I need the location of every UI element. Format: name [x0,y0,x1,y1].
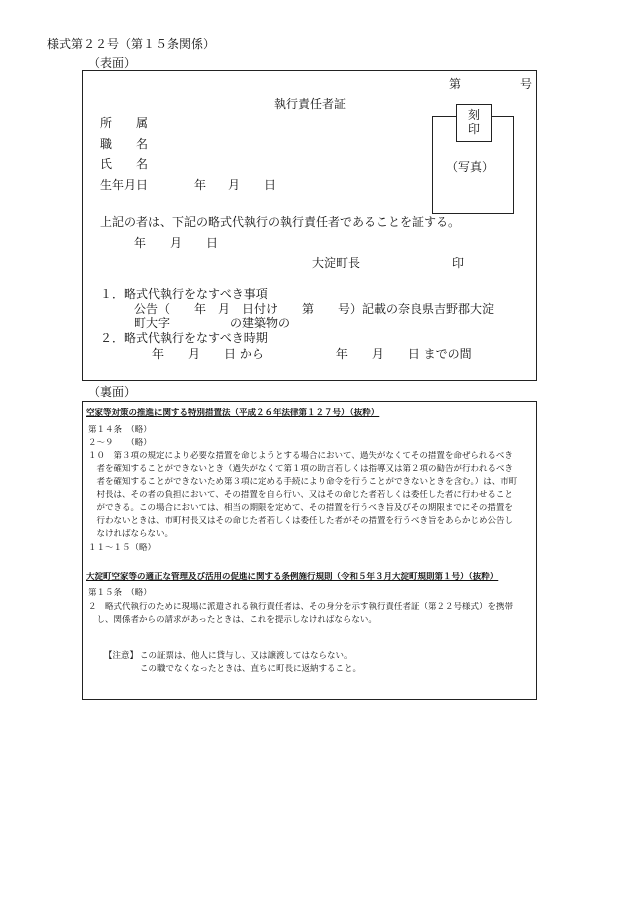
law2-line-2: ２ 略式代執行のために現場に派遣される執行責任者は、その身分を示す執行責任者証（第２２号様式）を携帯 [88,602,514,612]
seal-char-2: 印 [468,122,481,136]
law1-line-8: 行わないときは、市町村長又はその命じた者若しくは委任した者がその措置を行うべき旨をあらかじめ公告し [88,516,514,526]
issuer-name: 大淀町長 [312,256,361,270]
form-title: 様式第２２号（第１５条関係） [47,37,216,51]
issue-day: 日 [206,236,219,250]
issue-month: 月 [170,236,183,250]
law1-line-6: 村長は、その者の負担において、その措置を自ら行い、又はその命じた者若しくは委任した者に行わせること [88,490,513,500]
birth-day: 日 [264,178,277,192]
law1-line-3: １０ 第３項の規定により必要な措置を命じようとする場合において、過失がなくてその措置を命ぜられるべき [88,451,513,461]
law1-title: 空家等対策の推進に関する特別措置法（平成２６年法律第１２７号）（抜粋） [86,408,380,418]
notice-line-2: この職でなくなったときは、直ちに町長に返納すること。 [140,664,362,674]
back-label: （裏面） [88,385,137,399]
number-dai: 第 [449,77,462,91]
card-title: 執行責任者証 [274,97,347,111]
law1-line-1: 第１４条 （略） [88,425,152,435]
birth-month: 月 [228,178,241,192]
field-name: 氏 名 [100,157,149,171]
field-birthdate-label: 生年月日 [100,178,149,192]
item1-line2: 町大字 の建築物の [134,316,291,330]
item1-heading: １．略式代執行をなすべき事項 [100,287,268,301]
item2-heading: ２．略式代執行をなすべき時期 [100,331,268,345]
law1-line-10: １１～１５（略） [88,543,157,553]
certify-text: 上記の者は、下記の略式代執行の執行責任者であることを証する。 [100,215,461,229]
law1-line-7: ができる。この場合においては、相当の期限を定めて、その措置を行うべき旨及びその期限までにその措置を [88,503,513,513]
photo-label: （写真） [446,160,495,174]
item1-line1: 公告（ 年 月 日付け 第 号）記載の奈良県吉野郡大淀 [134,302,495,316]
item2-line: 年 月 日 から 年 月 日 までの間 [152,347,472,361]
birth-year: 年 [194,178,207,192]
law1-line-2: ２～９ （略） [88,438,152,448]
law1-line-5: 者を確知することができないため第３項に定める手続により命令を行うことができないときを含む。）は、市町 [88,477,518,487]
notice-label: 【注意】 [104,651,139,661]
issuer-seal: 印 [452,256,465,270]
front-label: （表面） [88,56,137,70]
law2-title: 大淀町空家等の適正な管理及び活用の促進に関する条例施行規則（令和５年３月大淀町規則第１号）（抜粋） [86,572,499,582]
law2-line-3: し、関係者からの請求があったときは、これを提示しなければならない。 [88,615,377,625]
field-position: 職 名 [100,137,149,151]
law1-line-4: 者を確知することができないとき（過失がなくて第１項の助言若しくは指導又は第２項の勧告が行われるべき [88,464,514,474]
number-go: 号 [520,77,533,91]
law2-line-1: 第１５条 （略） [88,588,152,598]
law1-line-9: なければならない。 [88,529,174,539]
field-affiliation: 所 属 [100,116,149,130]
notice-line-1: この証票は、他人に貸与し、又は譲渡してはならない。 [140,651,353,661]
issue-year: 年 [134,236,147,250]
seal-char-1: 刻 [468,108,481,122]
